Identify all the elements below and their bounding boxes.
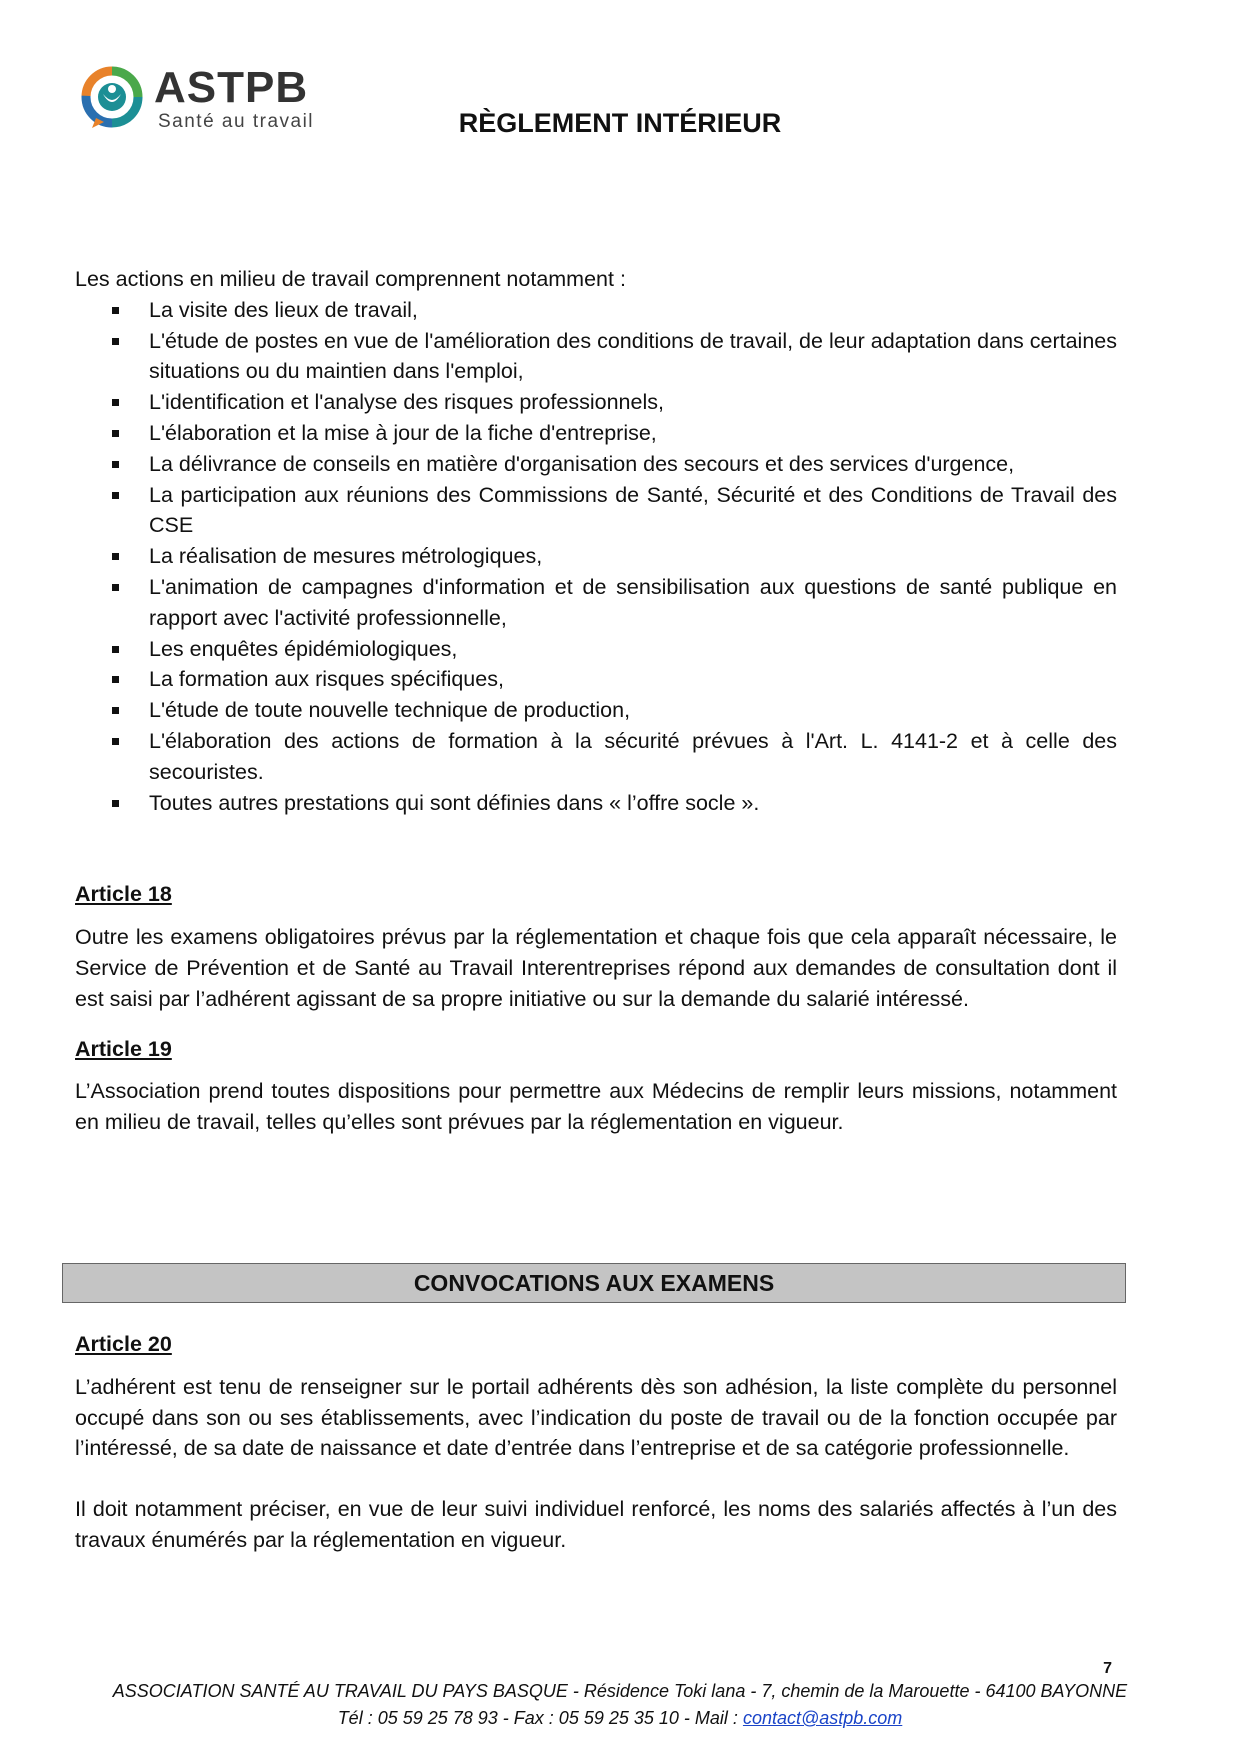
- article-19-text: L’Association prend toutes dispositions pour permettre aux Médecins de remplir leurs missions, notamment en milieu de travail, telles qu’elles sont prévues par la réglementation en vigueur.: [75, 1079, 1117, 1135]
- list-item: L'identification et l'analyse des risques professionnels,: [75, 387, 1117, 418]
- footer-email-link[interactable]: contact@astpb.com: [742, 1708, 903, 1728]
- page-title-text: RÈGLEMENT INTÉRIEUR: [458, 108, 782, 138]
- article-20-text-2: Il doit notamment préciser, en vue de leur suivi individuel renforcé, les noms des salariés affectés à l’un des travaux énumérés par la réglementation en vigueur.: [75, 1497, 1117, 1552]
- article-20-content: [75, 1329, 1117, 1556]
- page-title: [0, 108, 1240, 139]
- list-item: L'animation de campagnes d'information et de sensibilisation aux questions de santé publique en rapport avec l'activité professionnelle,: [75, 572, 1117, 634]
- footer-address: ASSOCIATION SANTÉ AU TRAVAIL DU PAYS BASQUE - Résidence Toki lana - 7, chemin de la Marouette - 64100 BAYONNE: [112, 1681, 1128, 1701]
- footer-phone-fax: Tél : 05 59 25 78 93 - Fax : 05 59 25 35 10 - Mail :: [337, 1708, 743, 1728]
- list-item: L'étude de postes en vue de l'amélioration des conditions de travail, de leur adaptation dans certaines situations ou du maintien dans l'emploi,: [75, 326, 1117, 388]
- main-content: [75, 264, 1117, 1138]
- article-20-text-1: L’adhérent est tenu de renseigner sur le portail adhérents dès son adhésion, la liste complète du personnel occupé dans son ou ses établissements, avec l’indication du poste de travail ou de la fonction occupée par l’intéressé, de sa date de naissance et date d’entrée dans l’entreprise et de sa catégorie professionnelle.: [75, 1374, 1117, 1461]
- article-18-text: Outre les examens obligatoires prévus par la réglementation et chaque fois que cela apparaît nécessaire, le Service de Prévention et de Santé au Travail Interentreprises répond aux demandes de consultation dont il est saisi par l’adhérent agissant de sa propre initiative ou sur la demande du salarié intéressé.: [75, 925, 1117, 1011]
- list-item: La participation aux réunions des Commissions de Santé, Sécurité et des Conditions de Travail des CSE: [75, 480, 1117, 542]
- list-item: Les enquêtes épidémiologiques,: [75, 634, 1117, 665]
- list-item: L'élaboration des actions de formation à la sécurité prévues à l'Art. L. 4141-2 et à celle des secouristes.: [75, 726, 1117, 788]
- actions-list: [75, 295, 1117, 819]
- actions-intro: Les actions en milieu de travail comprennent notamment :: [75, 267, 626, 291]
- article-20-heading: Article 20: [75, 1332, 172, 1356]
- list-item: Toutes autres prestations qui sont définies dans « l’offre socle ».: [75, 788, 1117, 819]
- list-item: La délivrance de conseils en matière d'organisation des secours et des services d'urgence,: [75, 449, 1117, 480]
- logo-name: ASTPB: [154, 63, 309, 112]
- list-item: L'élaboration et la mise à jour de la fiche d'entreprise,: [75, 418, 1117, 449]
- logo-tagline: Santé au travail: [158, 111, 315, 132]
- list-item: L'étude de toute nouvelle technique de production,: [75, 695, 1117, 726]
- article-18-heading: Article 18: [75, 882, 172, 907]
- list-item: La visite des lieux de travail,: [75, 295, 1117, 326]
- section-title-convocations: CONVOCATIONS AUX EXAMENS: [62, 1263, 1126, 1303]
- list-item: La formation aux risques spécifiques,: [75, 664, 1117, 695]
- footer-contact: [0, 1705, 1240, 1732]
- list-item: La réalisation de mesures métrologiques,: [75, 541, 1117, 572]
- page-footer: [0, 1678, 1240, 1732]
- page-number: 7: [1103, 1660, 1112, 1677]
- article-19-heading: Article 19: [75, 1036, 172, 1061]
